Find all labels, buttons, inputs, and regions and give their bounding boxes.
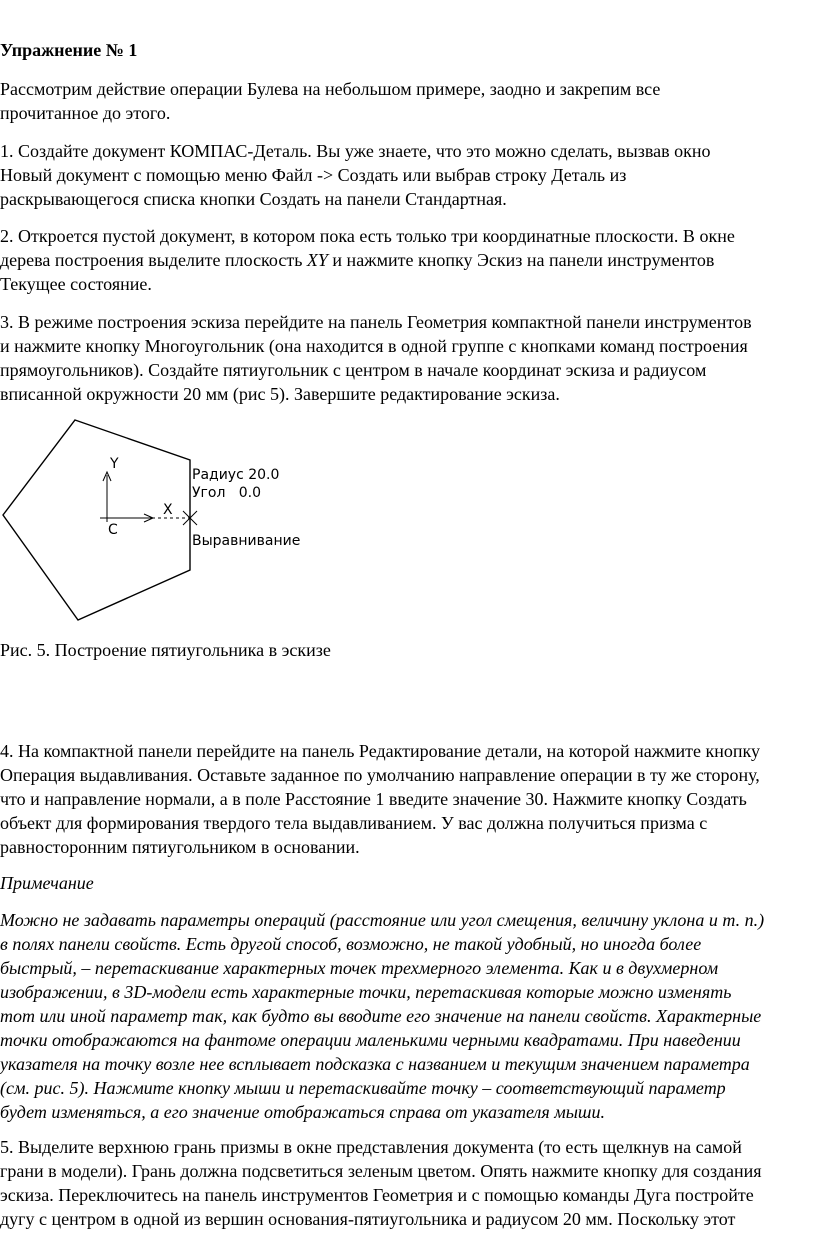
pentagon-sketch-figure (0, 410, 300, 630)
text-line: в полях панели свойств. Есть другой способ, возможно, не такой удобный, но иногда более (0, 934, 702, 954)
step-1-paragraph (0, 139, 816, 211)
angle-readout: Угол 0.0 (192, 485, 262, 501)
note-title: Примечание (0, 873, 94, 893)
text-line: точки отображаются на фантоме операции маленькими черными квадратами. При наведении (0, 1030, 741, 1050)
text-run: и нажмите кнопку Эскиз на панели инструментов (327, 250, 715, 270)
text-line: Рассмотрим действие операции Булева на небольшом примере, заодно и закрепим все (0, 79, 661, 99)
text-line: указателя на точку возле нее всплывает подсказка с названием и текущим значением параметра (0, 1054, 750, 1074)
exercise-heading: Упражнение № 1 (0, 40, 138, 60)
origin-label: C (108, 522, 118, 538)
text-line: что и направление нормали, а в поле Расстояние 1 введите значение 30. Нажмите кнопку Создать (0, 789, 747, 809)
note-paragraph (0, 908, 816, 1124)
text-line: 4. На компактной панели перейдите на панель Редактирование детали, на которой нажмите кнопку (0, 741, 761, 761)
text-line: прямоугольников). Создайте пятиугольник с центром в начале координат эскиза и радиусом (0, 360, 707, 380)
text-line: Новый документ с помощью меню Файл -> Создать или выбрав строку Деталь из (0, 165, 627, 185)
text-line: и нажмите кнопку Многоугольник (она находится в одной группе с кнопками команд построения (0, 336, 748, 356)
y-axis-label: Y (110, 456, 119, 472)
text-line: 1. Создайте документ КОМПАС-Деталь. Вы уже знаете, что это можно сделать, вызвав окно (0, 141, 711, 161)
text-line: вписанной окружности 20 мм (рис 5). Завершите редактирование эскиза. (0, 384, 560, 404)
text-line: Операция выдавливания. Оставьте заданное по умолчанию направление операции в ту же сторону, (0, 765, 760, 785)
text-line (0, 248, 816, 272)
step-4-paragraph (0, 739, 816, 859)
radius-readout: Радиус 20.0 (192, 467, 280, 483)
text-line: Текущее состояние. (0, 274, 152, 294)
text-line: (см. рис. 5). Нажмите кнопку мыши и перетаскивайте точку – соответствующий параметр (0, 1078, 726, 1098)
step-3-paragraph (0, 310, 816, 406)
x-axis-label: X (163, 502, 173, 518)
text-run: дерева построения выделите плоскость (0, 250, 307, 270)
text-line: изображении, в 3D-модели есть характерные точки, перетаскивая которые можно изменять (0, 982, 732, 1002)
intro-paragraph (0, 77, 816, 125)
text-line: объект для формирования твердого тела выдавливанием. У вас должна получиться призма с (0, 813, 708, 833)
text-line: эскиза. Переключитесь на панель инструментов Геометрия и с помощью команды Дуга постройте (0, 1185, 754, 1205)
text-line: 2. Откроется пустой документ, в котором пока есть только три координатные плоскости. В окне (0, 226, 735, 246)
figure-caption: Рис. 5. Построение пятиугольника в эскизе (0, 640, 331, 660)
pentagon-sketch-svg (0, 410, 300, 630)
text-line: быстрый, – перетаскивание характерных точек трехмерного элемента. Как и в двухмерном (0, 958, 719, 978)
text-line: Можно не задавать параметры операций (расстояние или угол смещения, величину уклона и т. п.) (0, 910, 765, 930)
plane-name: XY (306, 250, 328, 270)
text-line: грани в модели). Грань должна подсветиться зеленым цветом. Опять нажмите кнопку для создания (0, 1161, 762, 1181)
step-5-paragraph (0, 1135, 816, 1231)
text-line: равносторонним пятиугольником в основании. (0, 837, 360, 857)
alignment-hint: Выравнивание (192, 533, 300, 549)
text-line: дугу с центром в одной из вершин основания-пятиугольника и радиусом 20 мм. Поскольку этот (0, 1209, 736, 1229)
text-line: будет изменяться, а его значение отображаться справа от указателя мыши. (0, 1102, 605, 1122)
text-line: 3. В режиме построения эскиза перейдите на панель Геометрия компактной панели инструментов (0, 312, 752, 332)
text-line: тот или иной параметр так, как будто вы вводите его значение на панели свойств. Характерные (0, 1006, 762, 1026)
text-line: раскрывающегося списка кнопки Создать на панели Стандартная. (0, 189, 507, 209)
step-2-paragraph (0, 224, 816, 296)
text-line: прочитанное до этого. (0, 103, 171, 123)
pentagon-shape (3, 420, 190, 620)
text-line: 5. Выделите верхнюю грань призмы в окне представления документа (то есть щелкнув на самой (0, 1137, 742, 1157)
